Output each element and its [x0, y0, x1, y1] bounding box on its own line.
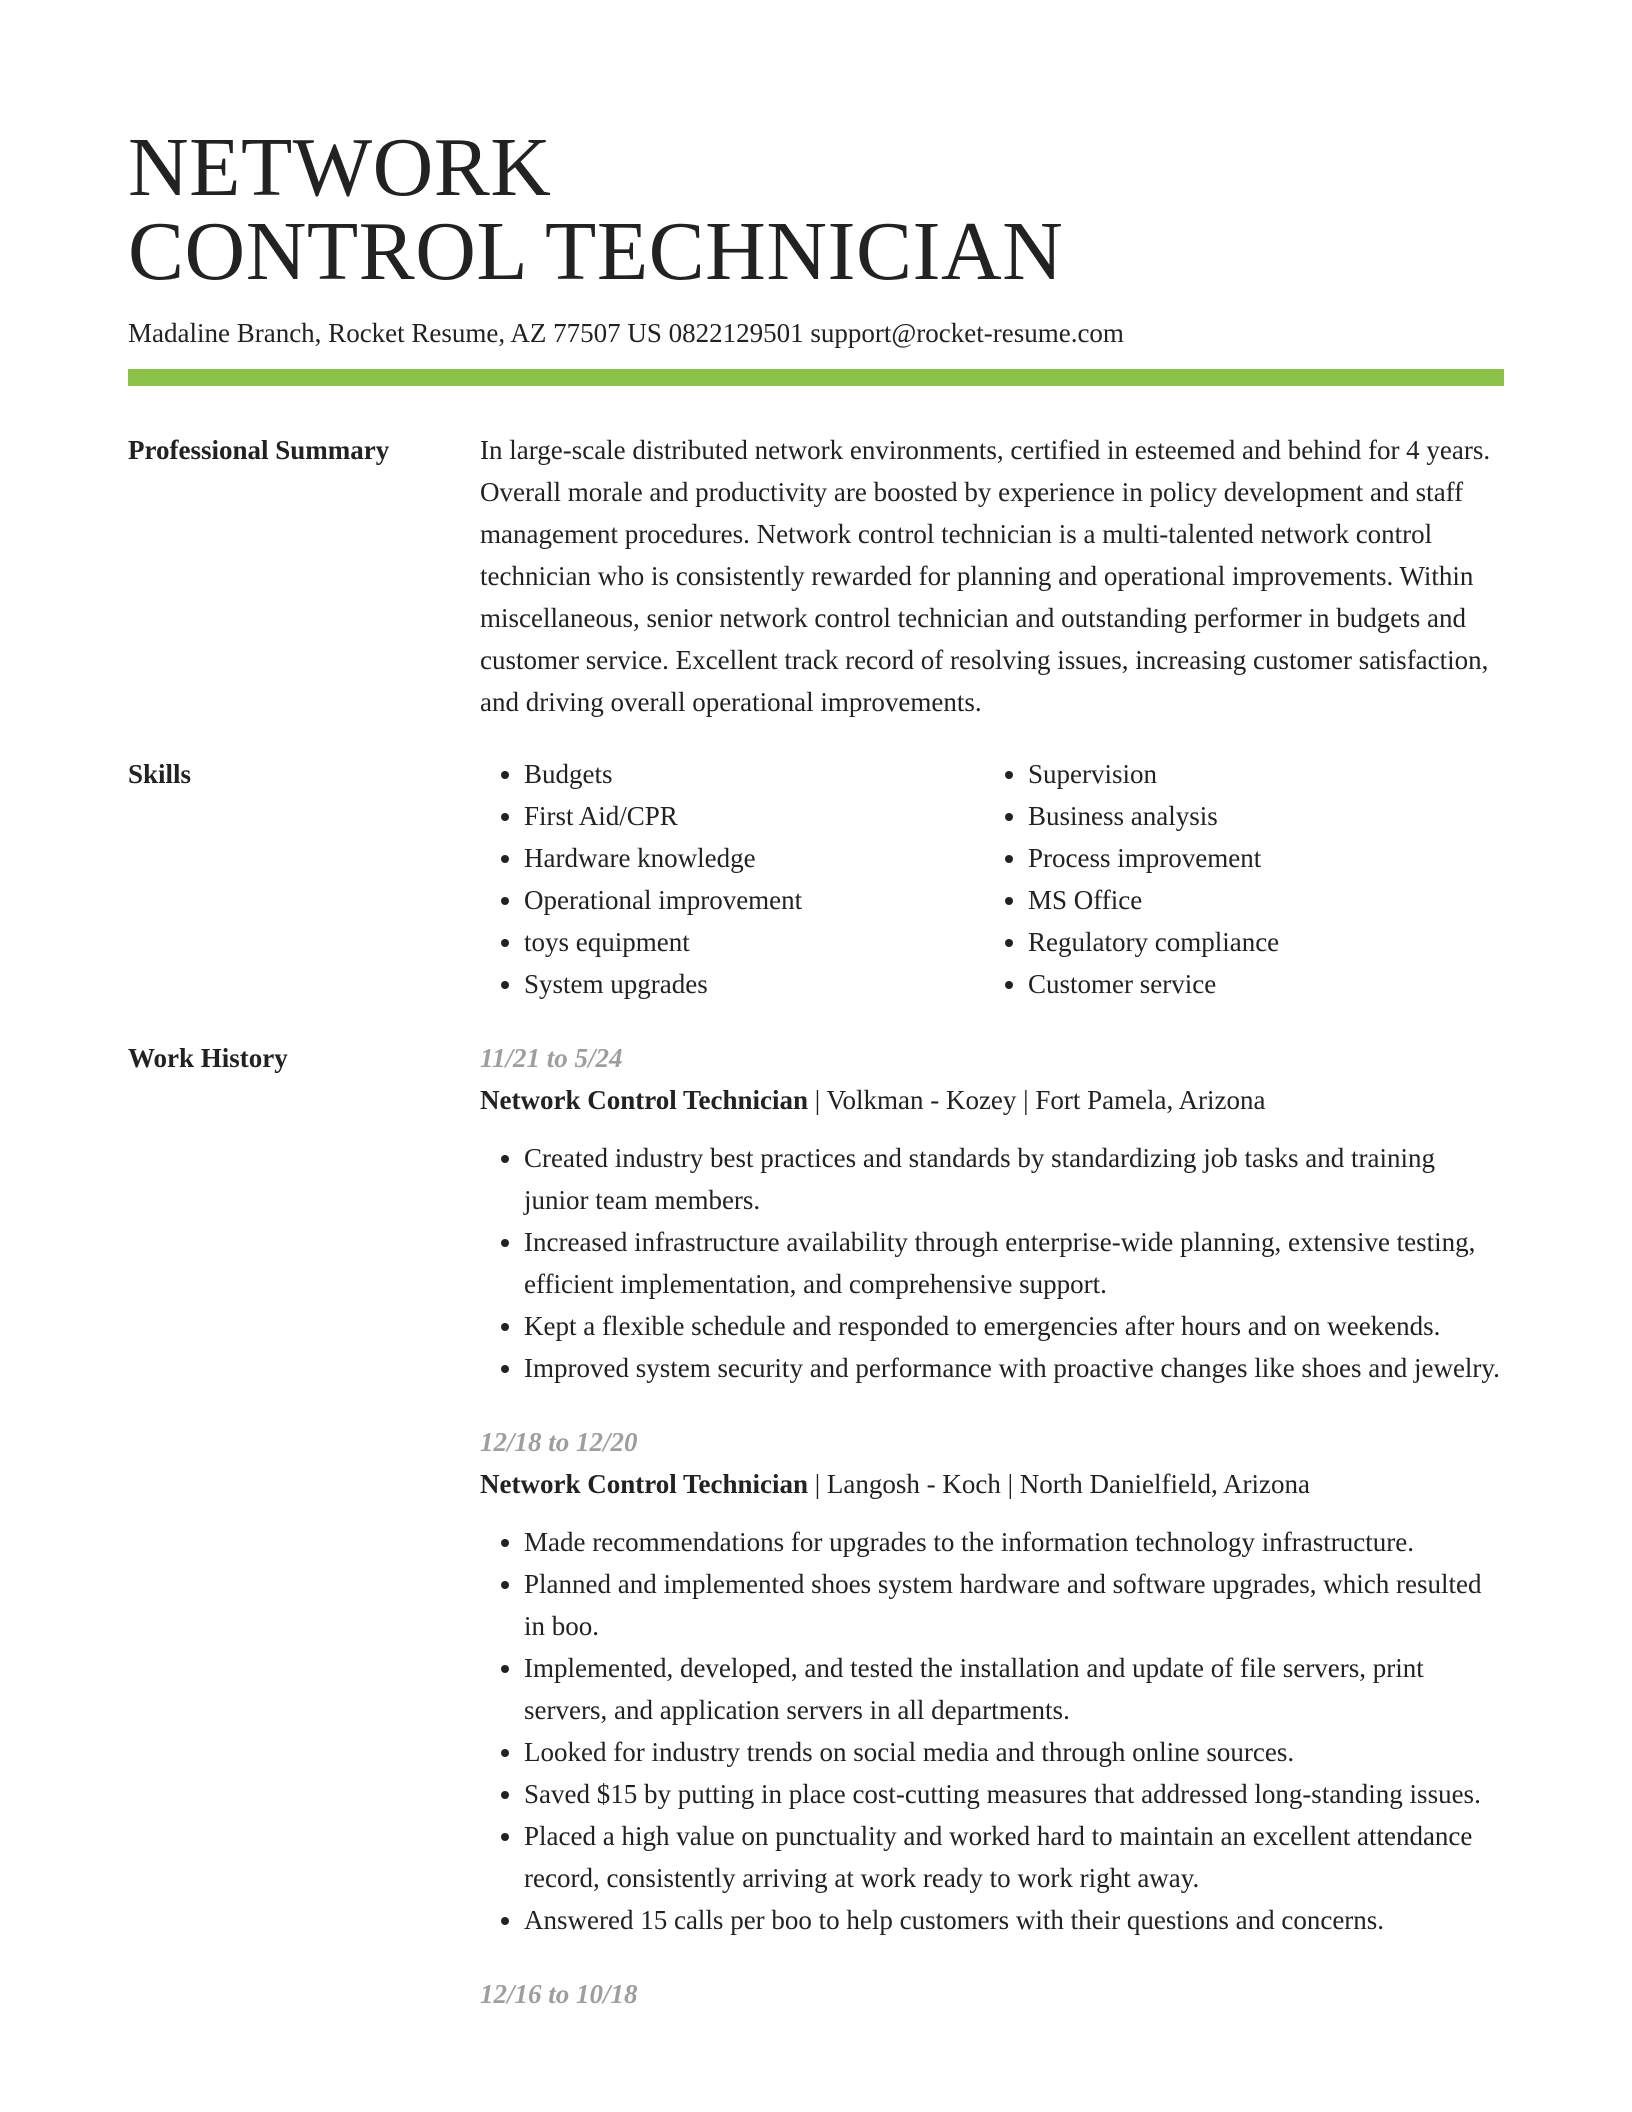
- header-divider: [128, 369, 1504, 386]
- skills-heading: Skills: [128, 759, 192, 789]
- skill-item: • Supervision: [1028, 753, 1488, 795]
- job-title-line: [480, 1463, 1504, 1505]
- job-role: Network Control Technician: [480, 1085, 809, 1115]
- job-bullet: • Made recommendations for upgrades to the information technology infrastructure.: [524, 1521, 1504, 1563]
- job-bullet: • Saved $15 by putting in place cost-cutting measures that addressed long-standing issues.: [524, 1773, 1504, 1815]
- skill-item: • Customer service: [1028, 963, 1488, 1005]
- job-bullet: • Implemented, developed, and tested the installation and update of file servers, print servers, and application servers in all departments.: [524, 1647, 1504, 1731]
- job-role: Network Control Technician: [480, 1469, 809, 1499]
- skills-list-left: [480, 753, 984, 1005]
- summary-section: [128, 429, 1504, 729]
- job-bullet: • Increased infrastructure availability through enterprise-wide planning, extensive testing, efficient implementation, and comprehensive support.: [524, 1221, 1504, 1305]
- skills-list-right: [984, 753, 1488, 1005]
- skill-item: • Operational improvement: [524, 879, 984, 921]
- work-history-section: [128, 1037, 1504, 2112]
- work-history-heading: Work History: [128, 1043, 288, 1073]
- skill-item: • System upgrades: [524, 963, 984, 1005]
- contact-info: Madaline Branch, Rocket Resume, AZ 77507 US 0822129501 support@rocket-resume.com: [128, 318, 1124, 348]
- job-bullet: • Answered 15 calls per boo to help customers with their questions and concerns.: [524, 1899, 1504, 1941]
- job-dates: 12/18 to 12/20: [480, 1427, 638, 1457]
- resume-title: [128, 121, 1064, 298]
- job-company-location: | Volkman - Kozey | Fort Pamela, Arizona: [808, 1085, 1266, 1115]
- skills-columns: [480, 753, 1504, 1005]
- job-company-location: | Langosh - Koch | North Danielfield, Arizona: [808, 1469, 1310, 1499]
- job-bullet: • Looked for industry trends on social media and through online sources.: [524, 1731, 1504, 1773]
- job-entry: [480, 1973, 1504, 2015]
- skill-item: • Process improvement: [1028, 837, 1488, 879]
- skill-item: • Budgets: [524, 753, 984, 795]
- job-bullets: [480, 1521, 1504, 1941]
- title-line-2: CONTROL TECHNICIAN: [128, 205, 1064, 298]
- summary-heading: Professional Summary: [128, 435, 390, 465]
- job-bullet: • Kept a flexible schedule and responded to emergencies after hours and on weekends.: [524, 1305, 1504, 1347]
- job-dates: 11/21 to 5/24: [480, 1043, 623, 1073]
- summary-body: [480, 429, 1504, 723]
- skill-item: • toys equipment: [524, 921, 984, 963]
- skill-item: • First Aid/CPR: [524, 795, 984, 837]
- job-bullets: [480, 1137, 1504, 1389]
- job-bullet: • Improved system security and performance with proactive changes like shoes and jewelry.: [524, 1347, 1504, 1389]
- skills-section: [128, 753, 1504, 1013]
- job-bullet: • Created industry best practices and standards by standardizing job tasks and training junior team members.: [524, 1137, 1504, 1221]
- job-bullet: • Placed a high value on punctuality and worked hard to maintain an excellent attendance record, consistently arriving at work ready to work right away.: [524, 1815, 1504, 1899]
- skills-body: [480, 753, 1504, 1005]
- job-dates: 12/16 to 10/18: [480, 1979, 638, 2009]
- skill-item: • Regulatory compliance: [1028, 921, 1488, 963]
- job-entry: [480, 1421, 1504, 1941]
- summary-text: In large-scale distributed network environments, certified in esteemed and behind for 4 years. Overall morale and productivity are boosted by experience in policy development and staff management procedures. Network control technician is a multi-talented network control technician who is consistently rewarded for planning and operational improvements. Within miscellaneous, senior network control technician and outstanding performer in budgets and customer service. Excellent track record of resolving issues, increasing customer satisfaction, and driving overall operational improvements.: [480, 435, 1491, 717]
- skill-item: • MS Office: [1028, 879, 1488, 921]
- title-line-1: NETWORK: [128, 121, 552, 214]
- job-title-line: [480, 1079, 1504, 1121]
- job-bullet: • Planned and implemented shoes system hardware and software upgrades, which resulted in boo.: [524, 1563, 1504, 1647]
- job-entry: [480, 1037, 1504, 1389]
- work-history-body: [480, 1037, 1504, 2047]
- skill-item: • Hardware knowledge: [524, 837, 984, 879]
- skill-item: • Business analysis: [1028, 795, 1488, 837]
